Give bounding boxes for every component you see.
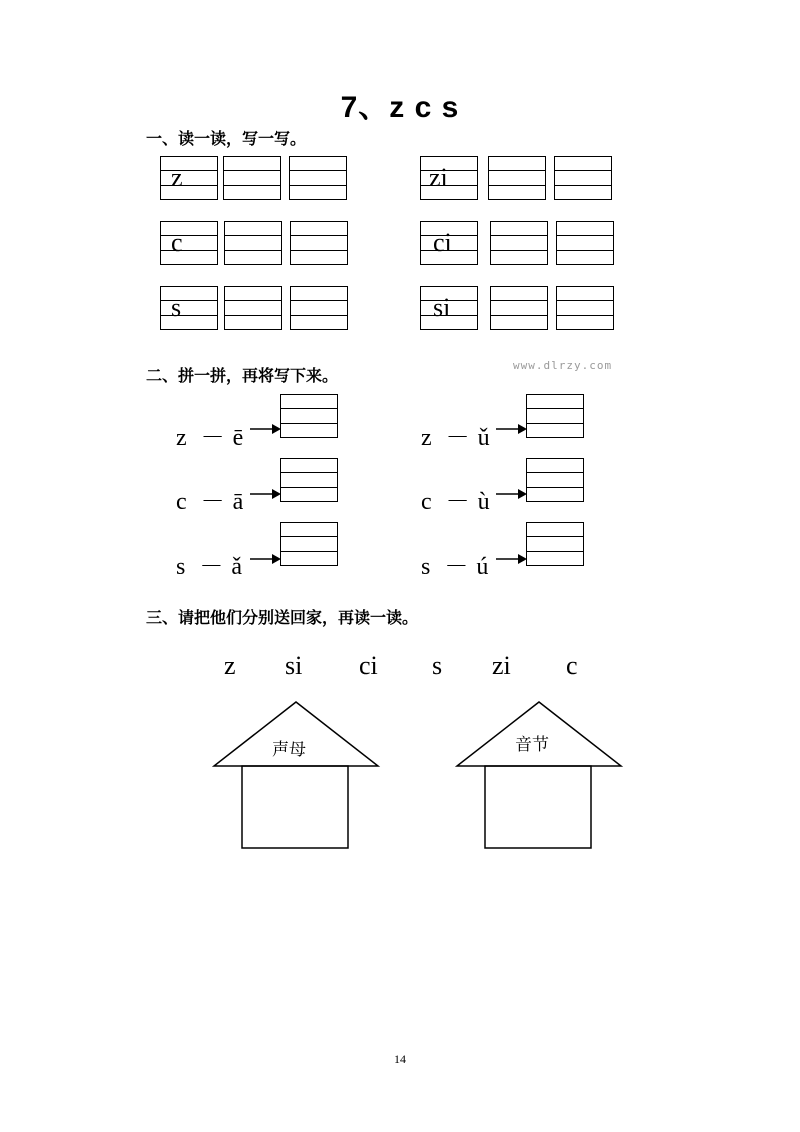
pinyin-sample: ci	[433, 228, 452, 257]
house-shengmu[interactable]	[212, 700, 382, 852]
final: ǔ	[477, 425, 490, 451]
spell-expression	[176, 546, 242, 581]
word-card[interactable]: si	[285, 651, 303, 680]
pinyin-sample: z	[171, 163, 183, 192]
writing-box[interactable]	[554, 156, 612, 200]
section-2-heading: 二、拼一拼，再将写下来。	[146, 366, 339, 385]
word-card[interactable]: ci	[359, 651, 378, 680]
answer-box[interactable]	[526, 458, 584, 502]
writing-box[interactable]	[290, 286, 348, 330]
writing-box[interactable]	[490, 221, 548, 265]
spell-expression	[176, 481, 243, 516]
arrow-right-icon	[496, 487, 528, 501]
dash: －	[444, 554, 469, 580]
writing-box[interactable]	[289, 156, 347, 200]
dash: －	[445, 489, 470, 515]
page-number: 14	[394, 1052, 406, 1066]
final: ù	[477, 489, 490, 515]
arrow-right-icon	[250, 422, 282, 436]
writing-box[interactable]	[488, 156, 546, 200]
writing-box[interactable]	[490, 286, 548, 330]
writing-box-ci-sample	[420, 221, 478, 265]
final: ē	[232, 425, 244, 451]
writing-box[interactable]	[556, 221, 614, 265]
dash: －	[199, 554, 224, 580]
initial: s	[421, 554, 431, 580]
initial: c	[421, 489, 432, 515]
spell-expression	[421, 417, 490, 452]
section-3-heading: 三、请把他们分别送回家，再读一读。	[146, 608, 419, 627]
writing-box-zi-sample	[420, 156, 478, 200]
house-label: 音节	[515, 735, 549, 755]
writing-box[interactable]	[290, 221, 348, 265]
dash: －	[445, 425, 470, 451]
house-label: 声母	[272, 740, 306, 760]
writing-box-si-sample	[420, 286, 478, 330]
answer-box[interactable]	[280, 458, 338, 502]
writing-box-c-sample	[160, 221, 218, 265]
word-card[interactable]: zi	[492, 651, 511, 680]
initial: s	[176, 554, 186, 580]
writing-box-z-sample	[160, 156, 218, 200]
writing-box[interactable]	[556, 286, 614, 330]
writing-box-s-sample	[160, 286, 218, 330]
dash: －	[200, 489, 225, 515]
dash: －	[200, 425, 225, 451]
writing-box[interactable]	[224, 221, 282, 265]
pinyin-sample: si	[433, 293, 451, 322]
answer-box[interactable]	[280, 522, 338, 566]
spell-expression	[421, 481, 490, 516]
final: ú	[476, 554, 489, 580]
pinyin-sample: zi	[429, 163, 448, 192]
page-title: 7、z c s	[340, 91, 460, 124]
answer-box[interactable]	[280, 394, 338, 438]
initial: z	[421, 425, 432, 451]
house-yinjie[interactable]	[455, 700, 625, 852]
writing-box[interactable]	[223, 156, 281, 200]
arrow-right-icon	[250, 552, 282, 566]
initial: z	[176, 425, 187, 451]
section-1-heading: 一、读一读，写一写。	[146, 129, 307, 148]
watermark: www.dlrzy.com	[513, 359, 613, 372]
arrow-right-icon	[496, 552, 528, 566]
answer-box[interactable]	[526, 394, 584, 438]
word-card[interactable]: z	[224, 651, 236, 680]
spell-expression	[176, 417, 243, 452]
final: ā	[232, 489, 244, 515]
arrow-right-icon	[496, 422, 528, 436]
arrow-right-icon	[250, 487, 282, 501]
word-card[interactable]: c	[566, 651, 578, 680]
answer-box[interactable]	[526, 522, 584, 566]
pinyin-sample: s	[171, 293, 182, 322]
final: ǎ	[231, 554, 242, 580]
writing-box[interactable]	[224, 286, 282, 330]
pinyin-sample: c	[171, 228, 183, 257]
spell-expression	[421, 546, 488, 581]
initial: c	[176, 489, 187, 515]
word-card[interactable]: s	[432, 651, 443, 680]
